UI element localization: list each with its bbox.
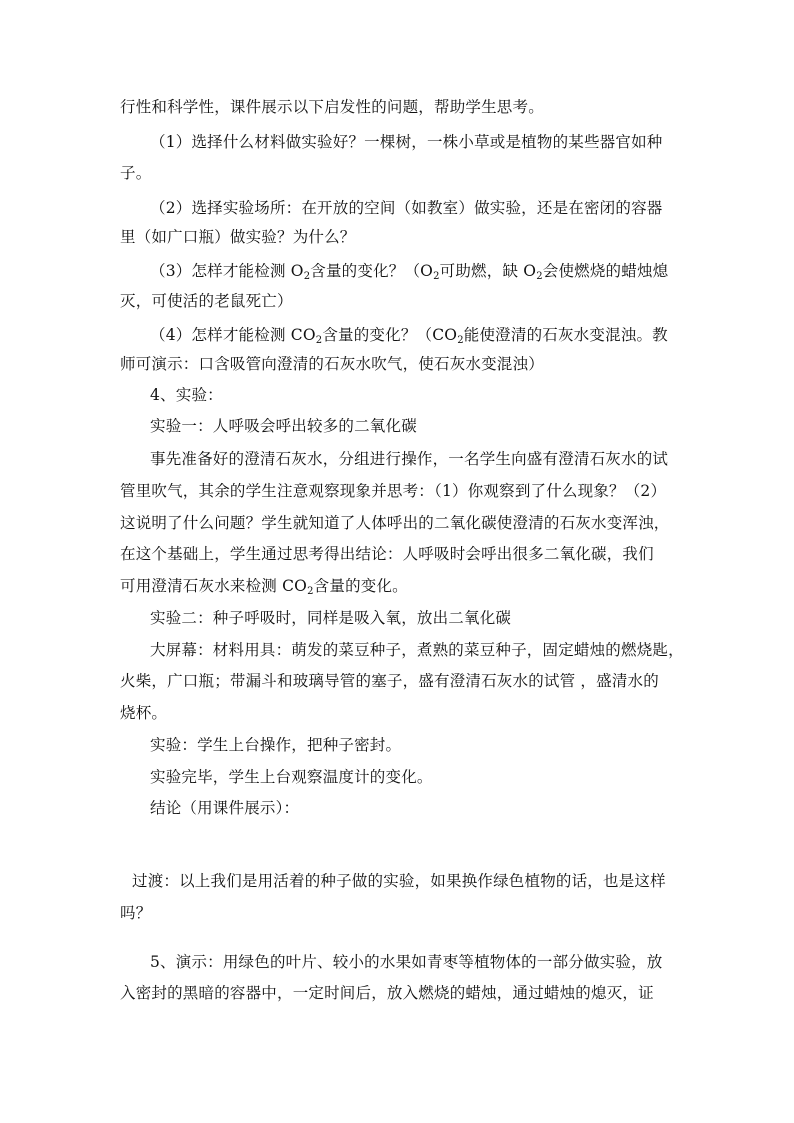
paragraph-line: 实验二：种子呼吸时，同样是吸入氧，放出二氧化碳	[150, 609, 512, 627]
paragraph-line: 里（如广口瓶）做实验？为什么？	[120, 228, 356, 246]
section-heading: 4、实验：	[150, 386, 223, 404]
paragraph-line: 吗？	[120, 904, 152, 922]
paragraph-line: 在这个基础上，学生通过思考得出结论：人呼吸时会呼出很多二氧化碳，我们	[120, 545, 654, 563]
paragraph-line: 管里吹气，其余的学生注意观察现象并思考：（1）你观察到了什么现象？（2）	[120, 482, 667, 500]
paragraph-line: 可用澄清石灰水来检测 $CO_2$含量的变化。	[120, 577, 408, 597]
paragraph-line: 灭，可使活的老鼠死亡）	[120, 292, 293, 310]
paragraph-line: （1）选择什么材料做实验好？一棵树，一株小草或是植物的某些器官如种	[150, 133, 663, 151]
paragraph-line: 大屏幕：材料用具：萌发的菜豆种子，煮熟的菜豆种子，固定蜡烛的燃烧匙，	[150, 641, 684, 659]
paragraph-line: 事先准备好的澄清石灰水，分组进行操作，一名学生向盛有澄清石灰水的试	[150, 450, 669, 468]
paragraph-line: 子。	[120, 164, 152, 182]
paragraph-line: 烧杯。	[120, 704, 168, 722]
paragraph-line: 5、演示：用绿色的叶片、较小的水果如青枣等植物体的一部分做实验，放	[150, 953, 663, 971]
paragraph-line: 师可演示：口含吸管向澄清的石灰水吹气，使石灰水变混浊）	[120, 355, 544, 373]
paragraph-line: （3）怎样才能检测 $O_2$含量的变化？（$O_2$可助燃，缺 $O_2$会使燃烧的蜡烛熄	[150, 262, 669, 282]
paragraph-line: 实验一：人呼吸会呼出较多的二氧化碳	[150, 417, 417, 435]
paragraph-line: 入密封的黑暗的容器中，一定时间后，放入燃烧的蜡烛，通过蜡烛的熄灭，证	[120, 984, 654, 1002]
paragraph-line: 这说明了什么问题？学生就知道了人体呼出的二氧化碳使澄清的石灰水变浑浊，	[120, 514, 670, 532]
paragraph-line: 火柴，广口瓶；带漏斗和玻璃导管的塞子，盛有澄清石灰水的试管 ，盛清水的	[120, 672, 659, 690]
paragraph-line: 结论（用课件展示）：	[150, 799, 300, 817]
paragraph-line: 实验：学生上台操作，把种子密封。	[150, 736, 402, 754]
paragraph-line: （4）怎样才能检测 $CO_2$含量的变化？（$CO_2$能使澄清的石灰水变混浊。教	[150, 326, 668, 346]
paragraph-line: （2）选择实验场所：在开放的空间（如教室）做实验，还是在密闭的容器	[150, 199, 663, 217]
paragraph-line: 过渡：以上我们是用活着的种子做的实验，如果换作绿色植物的话，也是这样	[132, 872, 666, 890]
paragraph-line: 实验完毕，学生上台观察温度计的变化。	[150, 768, 433, 786]
paragraph-line: 行性和科学性，课件展示以下启发性的问题，帮助学生思考。	[120, 98, 544, 116]
